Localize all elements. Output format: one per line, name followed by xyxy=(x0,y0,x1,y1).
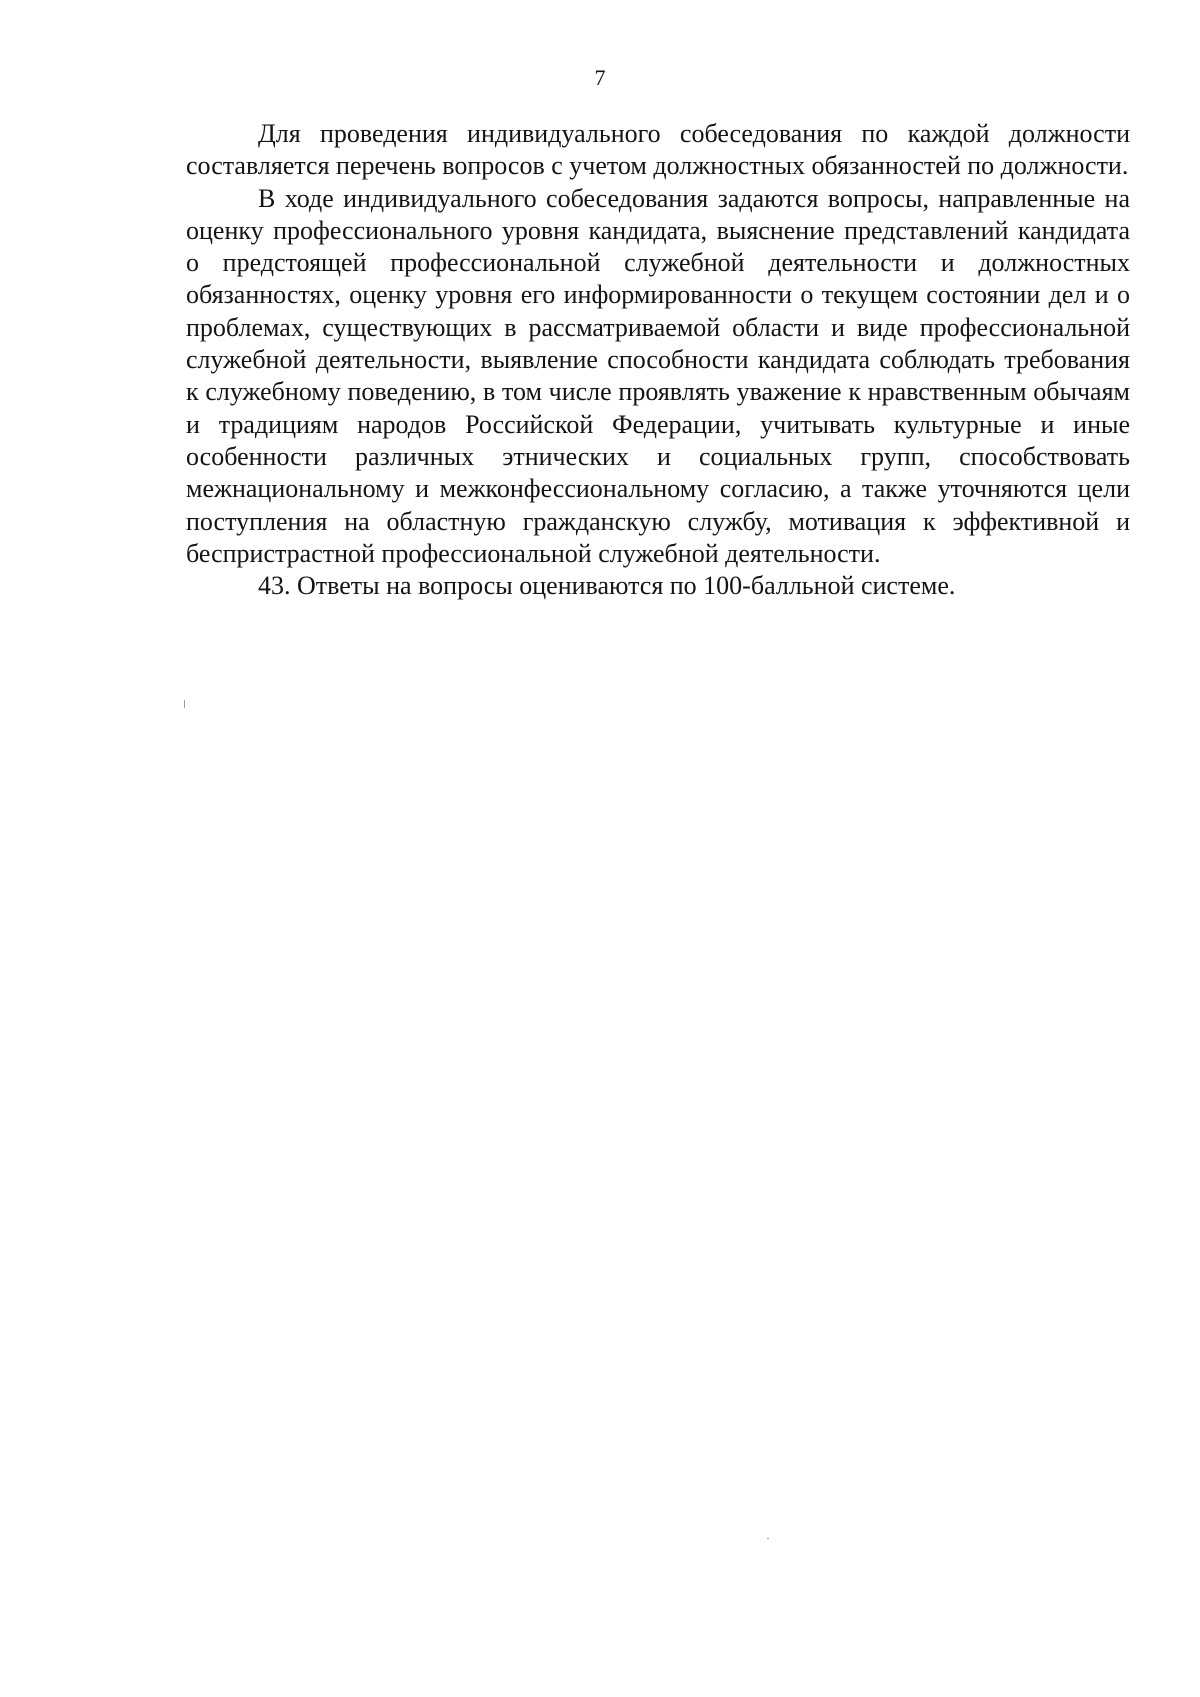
paragraph-item-43-scoring: 43. Ответы на вопросы оцениваются по 100-балльной системе. xyxy=(258,571,956,601)
scan-artifact-dot xyxy=(767,1538,769,1539)
paragraph-interview-questions: Для проведения индивидуального собеседования по каждой должности составляется перечень вопросов с учетом должностных обязанностей по должности. xyxy=(186,119,1130,181)
paragraph-interview-content: В ходе индивидуального собеседования задаются вопросы, направленные на оценку профессионального уровня кандидата, выяснение представлений кандидата о предстоящей профессиональной служебной деятельности и должностных обязанностях, оценку уровня его информированности о текущем состоянии дел и о проблемах, существующих в рассматриваемой области и виде профессиональной служебной деятельности, выявление способности кандидата соблюдать требования к служебному поведению, в том числе проявлять уважение к нравственным обычаям и традициям народов Российской Федерации, учитывать культурные и иные особенности различных этнических и социальных групп, способствовать межнациональному и межконфессиональному согласию, а также уточняются цели поступления на областную гражданскую службу, мотивация к эффективной и беспристрастной профессиональной служебной деятельности. xyxy=(186,183,1130,568)
page-number: 7 xyxy=(594,65,606,90)
scan-artifact-mark xyxy=(184,700,185,708)
document-body xyxy=(186,118,1130,602)
